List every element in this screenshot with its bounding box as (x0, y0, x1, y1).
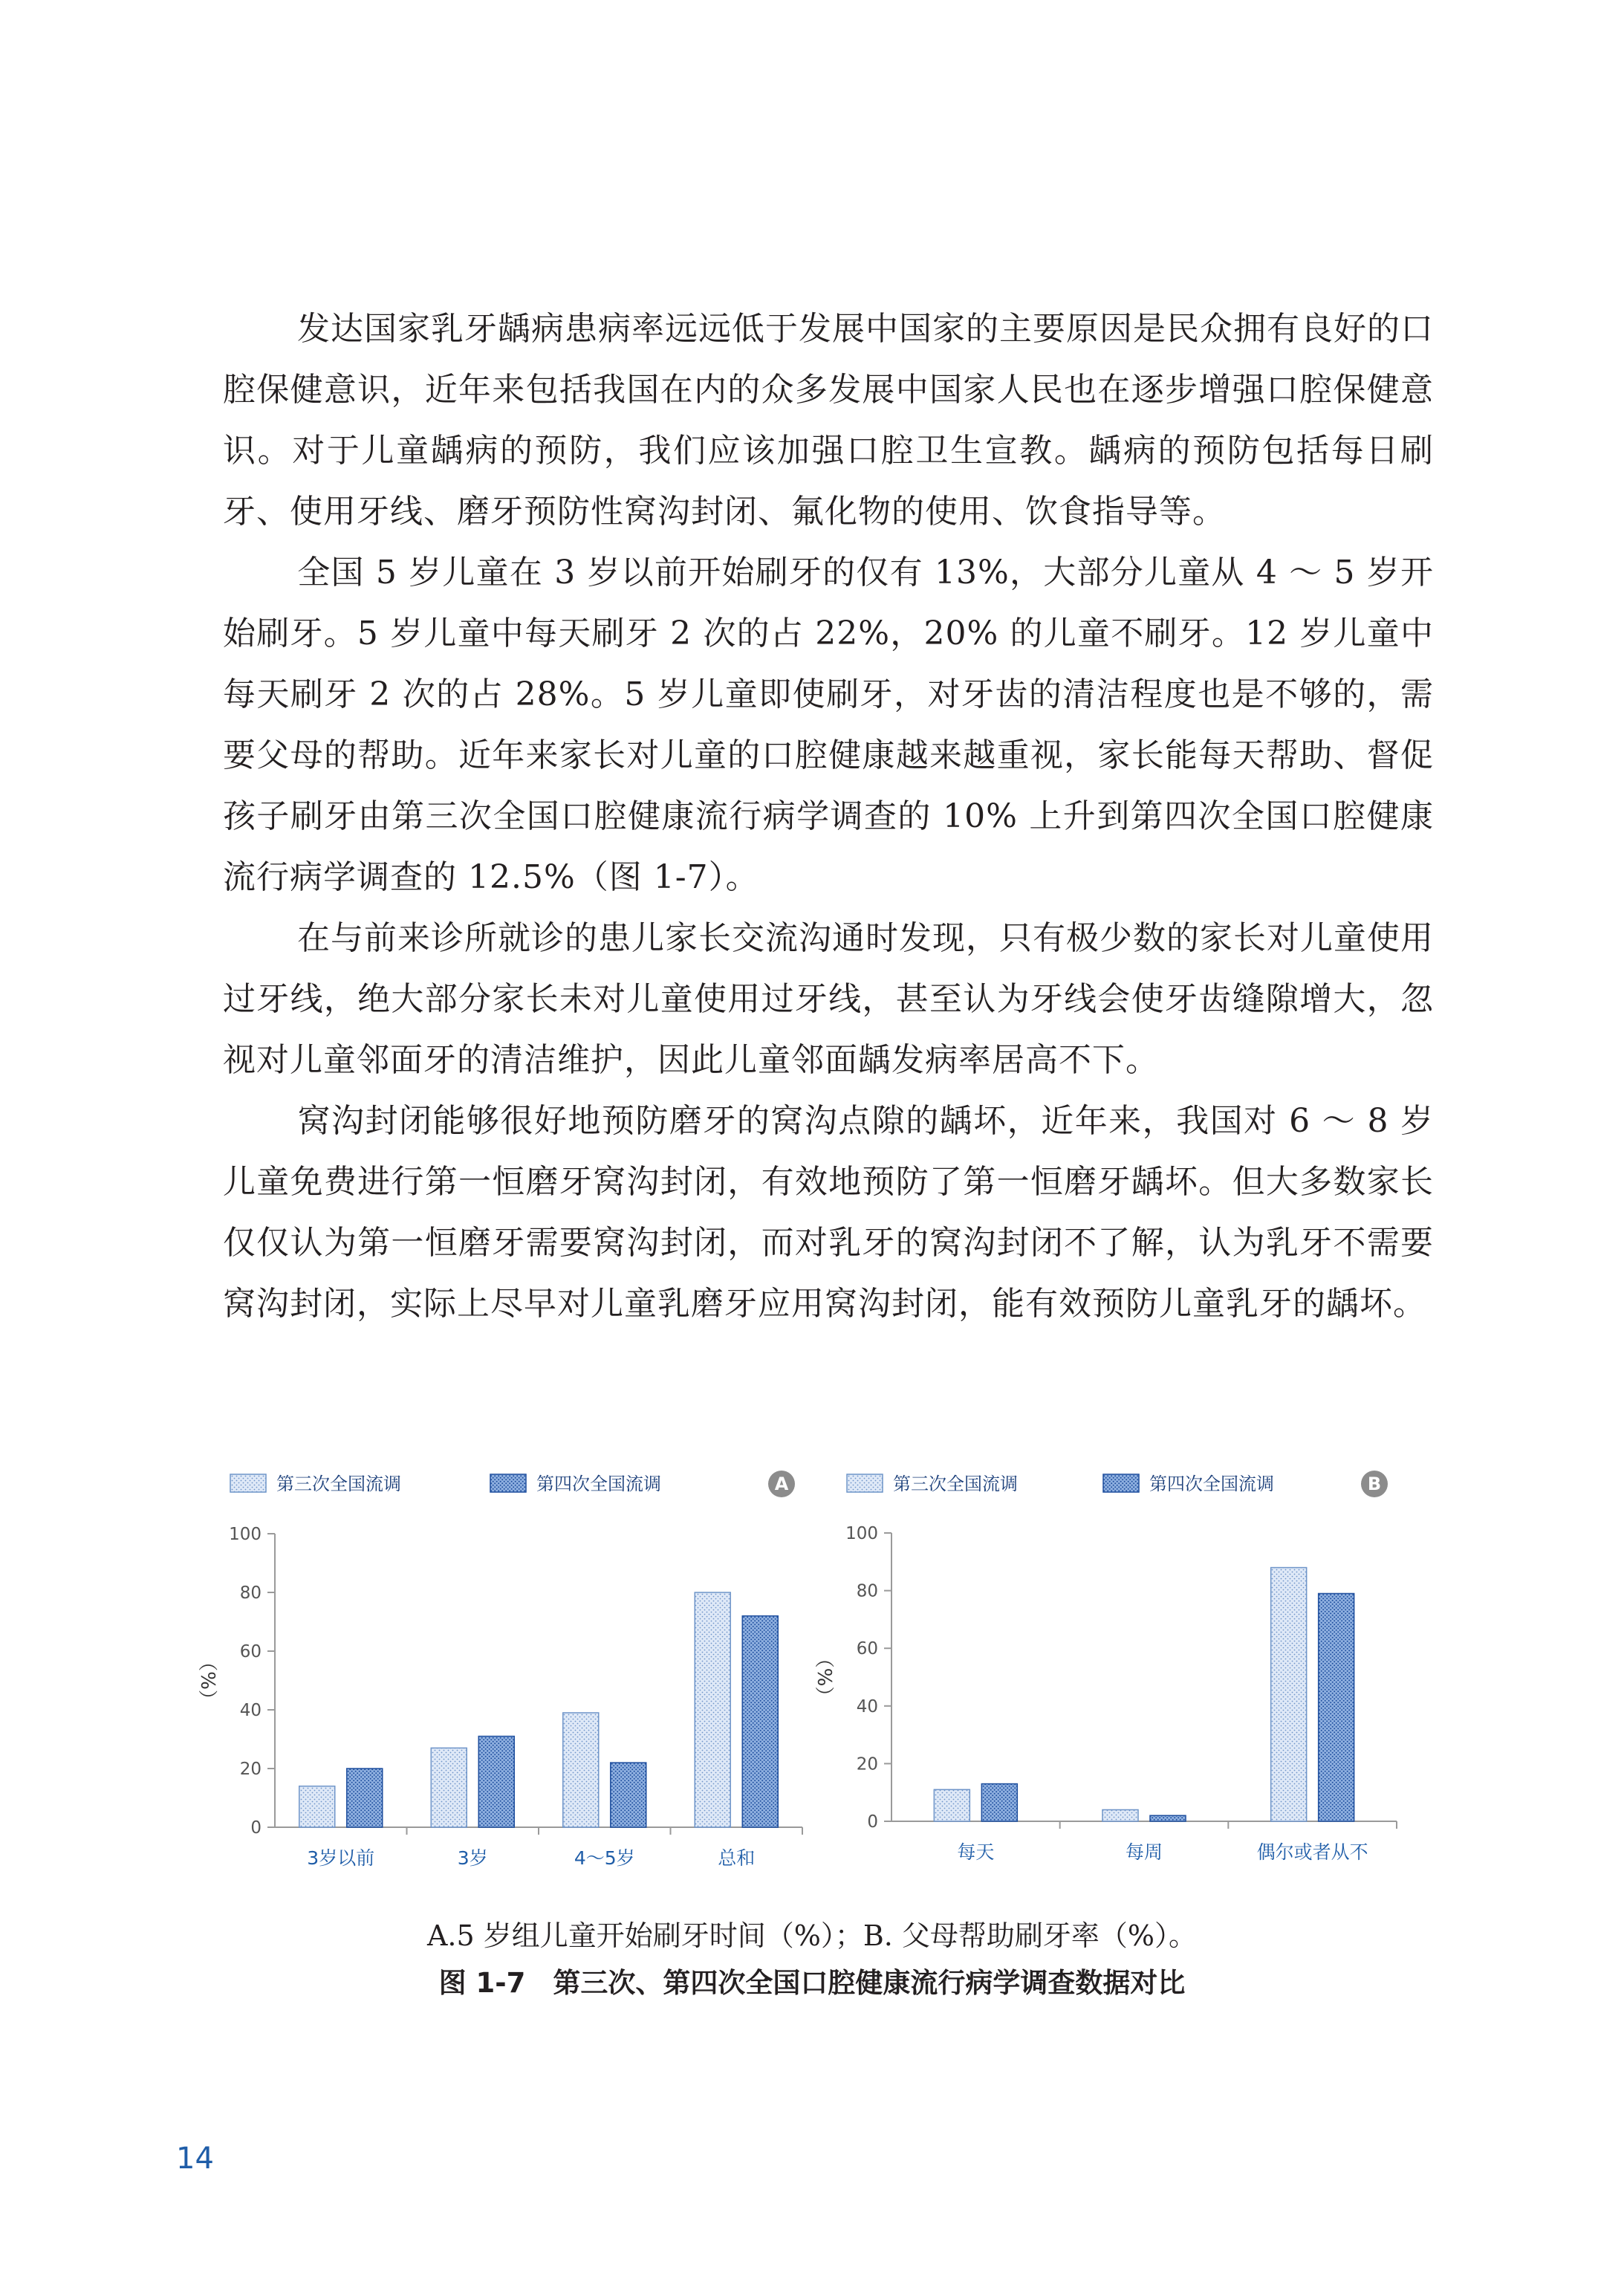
y-tick-label: 20 (239, 1760, 262, 1779)
paragraph-3-text: 在与前来诊所就诊的患儿家长交流沟通时发现，只有极少数的家长对儿童使用过牙线，绝大部分家长未对儿童使用过牙线，甚至认为牙线会使牙齿缝隙增大，忽视对儿童邻面牙的清洁维护，因此儿童邻面龋发病率居高不下。 (223, 919, 1434, 1079)
bar-2-2 (478, 1737, 514, 1827)
legend-label-2: 第四次全国流调 (1149, 1474, 1274, 1494)
legend-label-1: 第三次全国流调 (276, 1474, 401, 1494)
bar-1-1 (299, 1786, 335, 1827)
x-category-label: 总和 (718, 1847, 756, 1869)
legend-swatch-2 (490, 1474, 526, 1492)
y-tick-label: 80 (239, 1584, 262, 1603)
legend-swatch-1 (847, 1474, 883, 1492)
bar-1-3 (563, 1713, 599, 1827)
x-category-label: 4～5岁 (574, 1847, 635, 1869)
legend-swatch-2 (1103, 1474, 1139, 1492)
x-category-label: 每天 (957, 1841, 995, 1863)
y-tick-label: 40 (856, 1696, 878, 1717)
page-number: 14 (176, 2142, 214, 2176)
figure-note: A.5 岁组儿童开始刷牙时间（%）；B. 父母帮助刷牙率（%）。 (426, 1919, 1198, 1952)
bar-2-1 (981, 1784, 1017, 1821)
legend-swatch-1 (230, 1474, 266, 1492)
x-category-label: 偶尔或者从不 (1256, 1841, 1368, 1863)
bar-2-1 (347, 1769, 383, 1827)
x-category-label: 每周 (1125, 1841, 1163, 1863)
paragraph-2-text: 全国 5 岁儿童在 3 岁以前开始刷牙的仅有 13%，大部分儿童从 4 ～ 5 岁开始刷牙。5 岁儿童中每天刷牙 2 次的占 22%，20% 的儿童不刷牙。12 岁儿童中每天刷牙 2 次的占 28%。5 岁儿童即使刷牙，对牙齿的清洁程度也是不够的，需要父母的帮助。近年来家长对儿童的口腔健康越来越重视，家长能每天帮助、督促孩子刷牙由第三次全国口腔健康流行病学调查的 10% 上升到第四次全国口腔健康流行病学调查的 12.5%（图 1-7）。 (223, 554, 1434, 896)
y-tick-label: 100 (229, 1525, 262, 1544)
y-tick-label: 60 (856, 1639, 878, 1659)
y-tick-label: 20 (856, 1754, 878, 1774)
panel-badge-label: B (1367, 1474, 1382, 1494)
legend-label-1: 第三次全国流调 (893, 1474, 1018, 1494)
bar-1-1 (934, 1789, 969, 1821)
figure-1-7 (193, 1442, 1456, 1902)
y-tick-label: 0 (250, 1818, 262, 1838)
y-tick-label: 100 (845, 1524, 878, 1543)
paragraph-3 (223, 908, 1434, 1091)
paragraph-1-text: 发达国家乳牙龋病患病率远远低于发展中国家的主要原因是民众拥有良好的口腔保健意识，近年来包括我国在内的众多发展中国家人民也在逐步增强口腔保健意识。对于儿童龋病的预防，我们应该加强口腔卫生宣教。龋病的预防包括每日刷牙、使用牙线、磨牙预防性窝沟封闭、氟化物的使用、饮食指导等。 (223, 310, 1434, 531)
paragraph-1 (223, 299, 1434, 542)
bar-2-2 (1150, 1815, 1186, 1821)
y-tick-label: 0 (867, 1812, 878, 1832)
bar-2-3 (1319, 1593, 1354, 1821)
figure-title: 图 1-7 第三次、第四次全国口腔健康流行病学调查数据对比 (438, 1967, 1186, 1999)
chart-b (810, 1442, 1441, 1902)
y-tick-label: 80 (856, 1581, 878, 1601)
chart-a (193, 1442, 825, 1902)
paragraph-4 (223, 1091, 1434, 1335)
x-category-label: 3岁 (457, 1847, 488, 1869)
y-axis-label: （%） (815, 1648, 837, 1706)
y-axis-label: （%） (198, 1652, 221, 1709)
x-category-label: 3岁以前 (307, 1847, 375, 1869)
bar-1-2 (1102, 1809, 1138, 1821)
paragraph-4-text: 窝沟封闭能够很好地预防磨牙的窝沟点隙的龋坏，近年来，我国对 6 ～ 8 岁儿童免费进行第一恒磨牙窝沟封闭，有效地预防了第一恒磨牙龋坏。但大多数家长仅仅认为第一恒磨牙需要窝沟封闭，而对乳牙的窝沟封闭不了解，认为乳牙不需要窝沟封闭，实际上尽早对儿童乳磨牙应用窝沟封闭，能有效预防儿童乳牙的龋坏。 (223, 1102, 1434, 1323)
paragraph-2 (223, 542, 1434, 908)
y-tick-label: 60 (239, 1642, 262, 1662)
bar-1-4 (695, 1592, 730, 1827)
y-tick-label: 40 (239, 1701, 262, 1720)
bar-1-3 (1271, 1568, 1307, 1821)
bar-2-4 (742, 1616, 778, 1827)
bar-1-2 (431, 1748, 467, 1827)
legend-label-2: 第四次全国流调 (536, 1474, 661, 1494)
bar-2-3 (611, 1763, 646, 1827)
panel-badge-label: A (774, 1474, 789, 1494)
